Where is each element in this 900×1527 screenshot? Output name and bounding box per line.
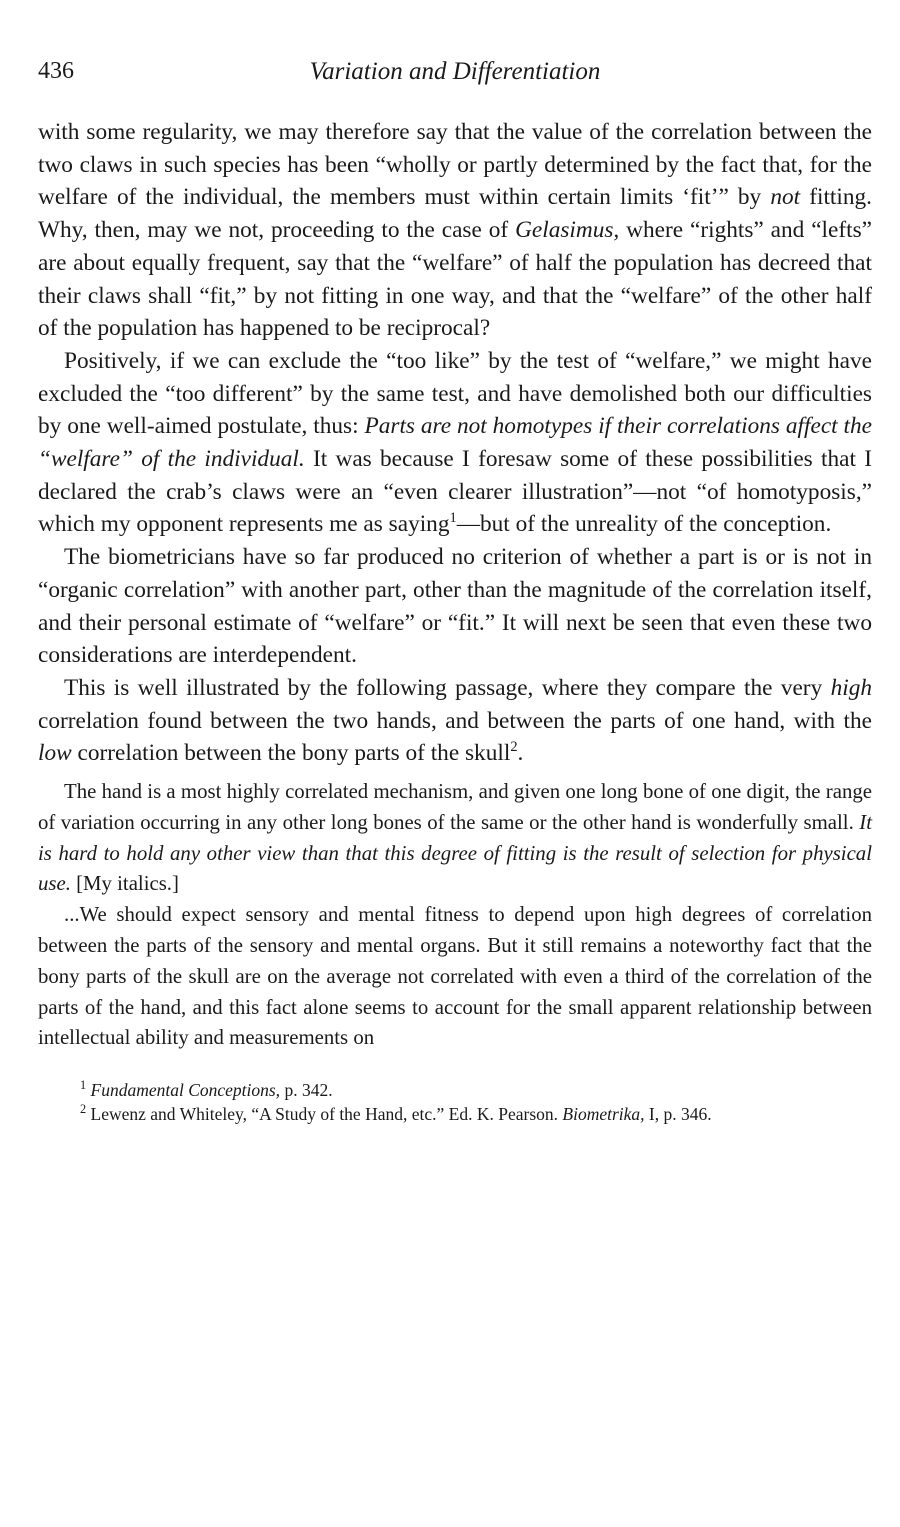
quote-paragraph-hand: The hand is a most highly correlated mechanism, and given one long bone of one digit, the range of variation occurring in any other long bones of the same or the other hand is wonderfully small. It is hard to hold any other view than that this degree of fitting is the result of selection for physical use. [My italics.] xyxy=(38,780,872,896)
body-text xyxy=(38,116,872,770)
quote-italic: It is hard to hold any other view than that this degree of fitting is the result of selection for physical use. xyxy=(38,810,872,896)
block-quote xyxy=(38,777,872,1054)
footnote-mark: 2 xyxy=(80,1102,87,1117)
book-page xyxy=(38,58,872,1126)
page-number: 436 xyxy=(38,58,74,84)
italic-not: not xyxy=(770,184,801,211)
italic-postulate: Parts are not homotypes if their correlations affect the “welfare” of the individual. xyxy=(38,413,872,473)
footnote-2: $^2$ Lewenz and Whiteley, “A Study of the Hand, etc.” Ed. K. Pearson. Biometrika, I, p. 346. xyxy=(80,1102,712,1125)
footnote-ref-2: 2 xyxy=(510,739,518,756)
footnote-ref-1: 1 xyxy=(449,510,457,527)
paragraph-continued: with some regularity, we may therefore say that the value of the correlation between the two claws in such species has been “wholly or partly determined by the fact that, for the welfare of the individual, the members must within certain limits ‘fit’” by not fitting. Why, then, may we not, proceeding to the case of Gelasimus, where “rights” and “lefts” are about equally frequent, say that the “welfare” of half the population has decreed that their claws shall “fit,” by not fitting in one way, and that the “welfare” of the other half of the population has happened to be reciprocal? xyxy=(38,119,872,342)
quote-paragraph-sensory: ...We should expect sensory and mental fitness to depend upon high degrees of correlation between the parts of the sensory and mental organs. But it still remains a noteworthy fact that the bony parts of the skull are on the average not correlated with even a third of the correlation of the parts of the hand, and this fact alone seems to account for the small apparent relationship between intellectual ability and measurements on xyxy=(38,903,872,1050)
italic-high: high xyxy=(830,674,872,701)
footnote-mark: 1 xyxy=(80,1078,87,1093)
running-title: Variation and Differentiation xyxy=(309,58,601,85)
footnotes xyxy=(38,1078,872,1126)
paragraph-illustrated: This is well illustrated by the following passage, where they compare the very high correlation found between the two hands, and between the parts of one hand, with the low correlation between the bony parts of the skull$^2$. xyxy=(38,674,872,767)
page-header xyxy=(38,58,872,98)
paragraph-biometricians: The biometricians have so far produced no criterion of whether a part is or is not in “organic correlation” with another part, other than the magnitude of the correlation itself, and their personal estimate of “welfare” or “fit.” It will next be seen that even these two considerations are interdependent. xyxy=(38,544,872,669)
footnote-1: $^1$ Fundamental Conceptions, p. 342. xyxy=(80,1078,333,1101)
italic-gelasimus: Gelasimus, xyxy=(515,217,620,244)
italic-low: low xyxy=(38,740,72,767)
paragraph-positively: Positively, if we can exclude the “too like” by the test of “welfare,” we might have excluded the “too different” by the same test, and have demolished both our difficulties by one well-aimed postulate, thus: Parts are not homotypes if their correlations affect the “welfare” of the individual. It was because I foresaw some of these possibilities that I declared the crab’s claws were an “even clearer illustration”—not “of homotyposis,” which my opponent represents me as saying$^1$—but of the unreality of the conception. xyxy=(38,347,873,538)
